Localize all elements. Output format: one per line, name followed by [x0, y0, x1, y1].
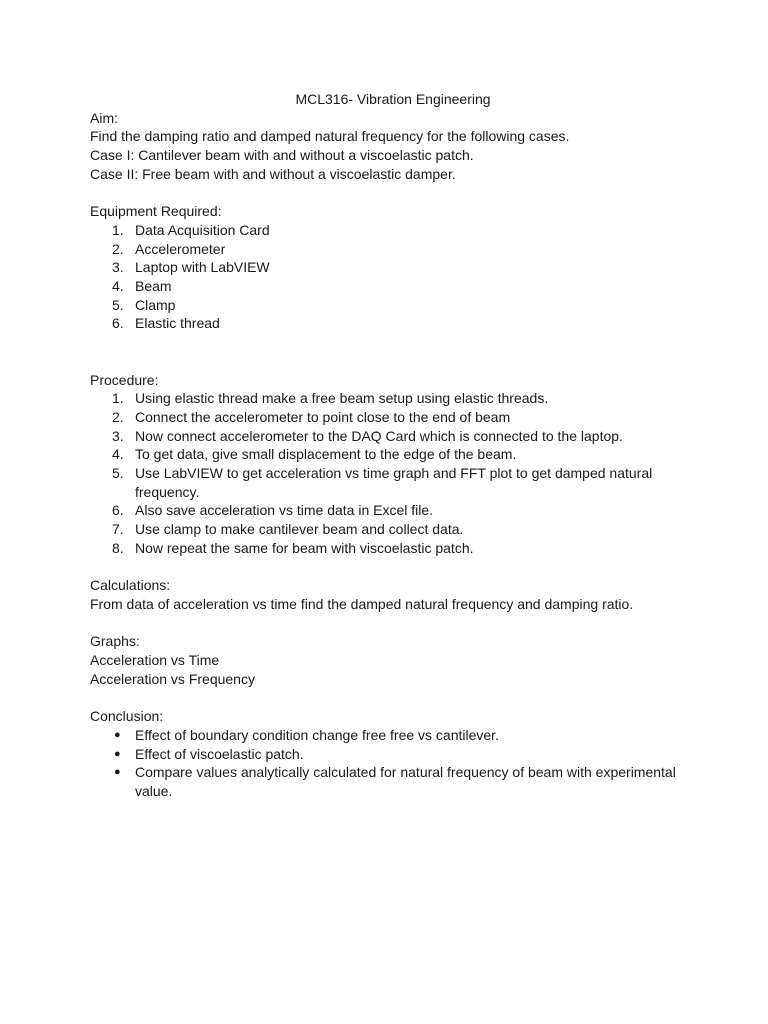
aim-heading: Aim: — [90, 109, 118, 126]
list-item-text: Using elastic thread make a free beam setup using elastic threads. — [135, 390, 549, 407]
list-number: 3. — [112, 259, 124, 276]
list-number: 4. — [112, 278, 124, 295]
list-item-text: Effect of boundary condition change free free vs cantilever. — [135, 726, 499, 743]
bullet-icon: ● — [114, 747, 121, 760]
spacer — [90, 333, 690, 370]
bullet-icon: ● — [114, 766, 121, 779]
list-item-text: To get data, give small displacement to the edge of the beam. — [135, 446, 517, 463]
list-item-text: Also save acceleration vs time data in Excel file. — [135, 502, 434, 519]
calculations-heading: Calculations: — [90, 577, 171, 594]
aim-line: Find the damping ratio and damped natural frequency for the following cases. — [90, 128, 570, 145]
graphs-line: Acceleration vs Frequency — [90, 670, 255, 687]
list-item-text: Clamp — [135, 296, 176, 313]
spacer — [90, 184, 690, 203]
list-item — [90, 258, 690, 277]
list-item-text: Beam — [135, 278, 172, 295]
list-item-text: Laptop with LabVIEW — [135, 259, 270, 276]
list-item-text: Elastic thread — [135, 315, 220, 332]
page-title: MCL316- Vibration Engineering — [295, 91, 491, 107]
aim-line: Case II: Free beam with and without a viscoelastic damper. — [90, 165, 456, 182]
bullet-icon: ● — [114, 728, 121, 741]
graphs-line: Acceleration vs Time — [90, 652, 220, 669]
spacer — [90, 558, 690, 577]
procedure-list — [90, 389, 690, 557]
equipment-heading: Equipment Required: — [90, 203, 222, 220]
list-number: 5. — [112, 296, 124, 313]
calculations-text: From data of acceleration vs time find the damped natural frequency and damping ratio. — [90, 595, 634, 612]
list-item — [90, 221, 690, 240]
list-item-text: Data Acquisition Card — [135, 221, 270, 238]
list-item — [90, 408, 690, 427]
procedure-heading: Procedure: — [90, 371, 159, 388]
list-number: 5. — [112, 465, 124, 482]
list-number: 8. — [112, 539, 124, 556]
list-item — [90, 277, 690, 296]
conclusion-list — [90, 726, 690, 801]
graphs-heading: Graphs: — [90, 633, 140, 650]
list-item — [90, 296, 690, 315]
list-item-text: Use LabVIEW to get acceleration vs time graph and FFT plot to get damped natural frequency. — [135, 465, 653, 500]
list-item — [90, 745, 690, 764]
list-item — [90, 726, 690, 745]
list-item — [90, 763, 690, 800]
document-page — [90, 90, 690, 801]
list-number: 6. — [112, 315, 124, 332]
list-item-text: Now connect accelerometer to the DAQ Card which is connected to the laptop. — [135, 427, 623, 444]
list-item — [90, 520, 690, 539]
list-item-text: Accelerometer — [135, 240, 226, 257]
list-item-text: Effect of viscoelastic patch. — [135, 745, 304, 762]
spacer — [90, 614, 690, 633]
equipment-list — [90, 221, 690, 333]
list-item — [90, 314, 690, 333]
list-item — [90, 240, 690, 259]
list-number: 4. — [112, 446, 124, 463]
list-item — [90, 389, 690, 408]
conclusion-heading: Conclusion: — [90, 708, 164, 725]
list-item-text: Connect the accelerometer to point close to the end of beam — [135, 408, 511, 425]
list-item-text: Now repeat the same for beam with viscoelastic patch. — [135, 539, 474, 556]
list-number: 7. — [112, 521, 124, 538]
aim-line: Case I: Cantilever beam with and without a viscoelastic patch. — [90, 147, 474, 164]
list-item — [90, 445, 690, 464]
list-number: 3. — [112, 427, 124, 444]
list-item — [90, 464, 690, 501]
list-number: 1. — [112, 221, 124, 238]
list-number: 2. — [112, 408, 124, 425]
list-item — [90, 501, 690, 520]
list-item-text: Use clamp to make cantilever beam and collect data. — [135, 521, 464, 538]
list-number: 2. — [112, 240, 124, 257]
list-item-text: Compare values analytically calculated for natural frequency of beam with experimental value. — [135, 764, 676, 799]
list-item — [90, 539, 690, 558]
spacer — [90, 688, 690, 707]
list-number: 1. — [112, 390, 124, 407]
list-number: 6. — [112, 502, 124, 519]
list-item — [90, 427, 690, 446]
